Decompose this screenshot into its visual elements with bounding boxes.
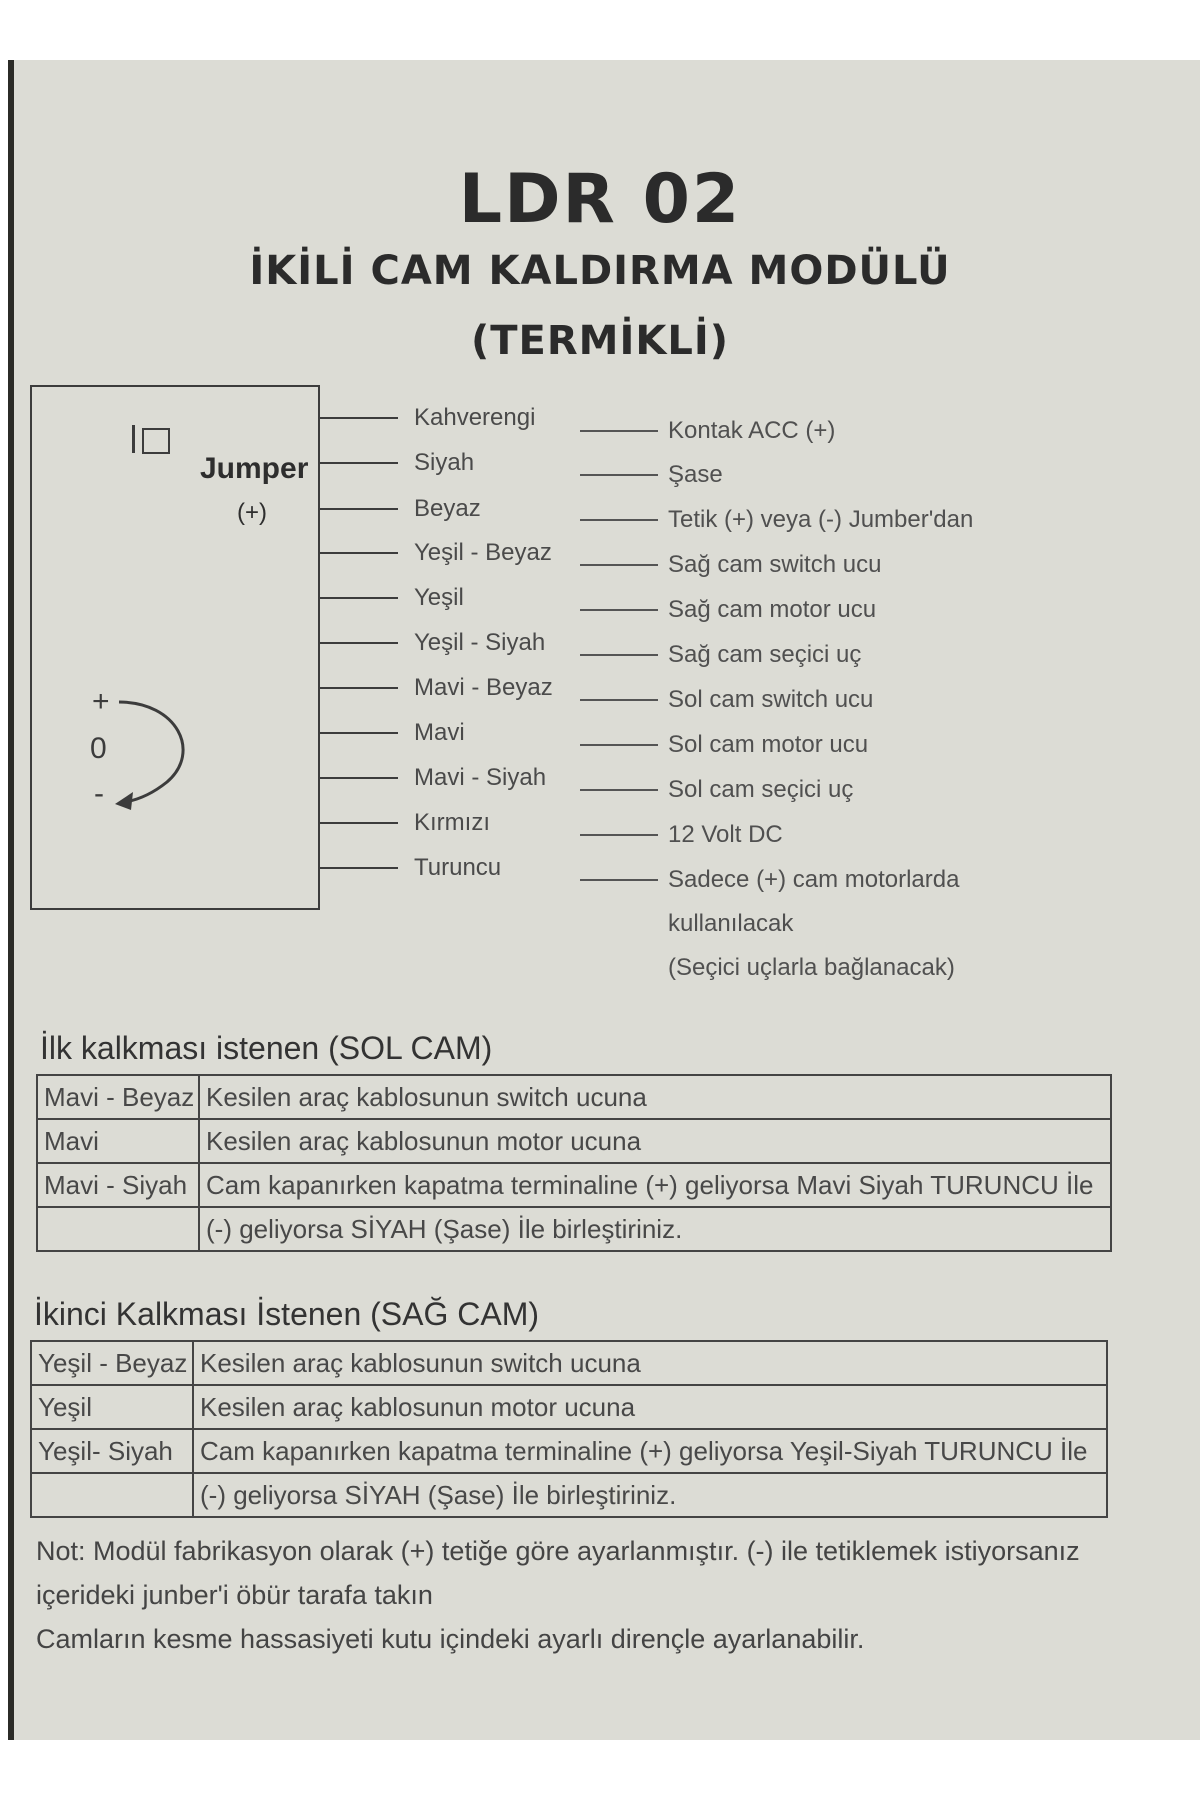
table-cell-wire — [31, 1473, 193, 1517]
note-line: içerideki junber'i öbür tarafa takın — [36, 1580, 433, 1610]
wire-desc: Kontak ACC (+) — [668, 417, 836, 444]
wire-line — [320, 642, 398, 644]
wire-desc: Sol cam seçici uç — [668, 776, 854, 803]
wire-line — [320, 822, 398, 824]
table-cell-desc: Cam kapanırken kapatma terminaline (+) geliyorsa Yeşil-Siyah TURUNCU İle — [193, 1429, 1107, 1473]
wire-line — [320, 462, 398, 464]
sol-cam-table — [36, 1074, 1112, 1252]
wire-line — [320, 777, 398, 779]
table-cell-desc: Kesilen araç kablosunun switch ucuna — [193, 1341, 1107, 1385]
wire-dash — [580, 789, 658, 791]
wire-name: Turuncu — [414, 854, 502, 881]
table-row — [37, 1075, 1111, 1119]
table-row — [31, 1429, 1107, 1473]
jumper-label: Jumper — [200, 452, 309, 485]
table-row — [37, 1119, 1111, 1163]
wire-name: Mavi — [414, 719, 465, 746]
table-row — [31, 1341, 1107, 1385]
wire-desc: 12 Volt DC — [668, 821, 783, 848]
wire-dash — [580, 564, 658, 566]
wire-name: Kahverengi — [414, 404, 536, 431]
page-title: LDR 02 — [458, 160, 742, 239]
table-cell-wire: Yeşil — [31, 1385, 193, 1429]
table-row — [31, 1385, 1107, 1429]
table-cell-wire: Mavi — [37, 1119, 199, 1163]
wire-line — [320, 508, 398, 510]
wire-line — [320, 732, 398, 734]
wire-dash — [580, 744, 658, 746]
table-cell-wire: Mavi - Siyah — [37, 1163, 199, 1207]
wire-line — [320, 552, 398, 554]
module-box — [30, 385, 320, 910]
table-row — [37, 1207, 1111, 1251]
wire-dash — [580, 519, 658, 521]
wire-desc: Sol cam switch ucu — [668, 686, 874, 713]
sol-cam-title: İlk kalkması istenen (SOL CAM) — [40, 1030, 493, 1066]
wire-name: Kırmızı — [414, 809, 490, 836]
table-cell-wire — [37, 1207, 199, 1251]
table-cell-wire: Yeşil - Beyaz — [31, 1341, 193, 1385]
switch-plus-label: + — [92, 685, 110, 718]
wire-desc: Sağ cam seçici uç — [668, 641, 862, 668]
wire-desc: Sağ cam motor ucu — [668, 596, 877, 623]
wire-name: Beyaz — [414, 495, 481, 522]
jumper-polarity: (+) — [237, 499, 267, 526]
wire-name: Siyah — [414, 449, 475, 476]
wire-desc: Sol cam motor ucu — [668, 731, 869, 758]
sheet-edge — [8, 60, 14, 1740]
wire-dash — [580, 609, 658, 611]
curved-arrow-icon — [107, 692, 207, 812]
wire-dash — [580, 834, 658, 836]
table-row — [37, 1163, 1111, 1207]
table-cell-desc: Cam kapanırken kapatma terminaline (+) geliyorsa Mavi Siyah TURUNCU İle — [199, 1163, 1111, 1207]
table-cell-desc: (-) geliyorsa SİYAH (Şase) İle birleştiriniz. — [193, 1473, 1107, 1517]
wire-desc-continued: (Seçici uçlarla bağlanacak) — [668, 954, 955, 981]
table-cell-wire: Yeşil- Siyah — [31, 1429, 193, 1473]
table-row — [31, 1473, 1107, 1517]
table-cell-desc: (-) geliyorsa SİYAH (Şase) İle birleştiriniz. — [199, 1207, 1111, 1251]
note-line: Not: Modül fabrikasyon olarak (+) tetiğe göre ayarlanmıştır. (-) ile tetiklemek istiyorsanız — [36, 1536, 1080, 1566]
table-cell-desc: Kesilen araç kablosunun motor ucuna — [193, 1385, 1107, 1429]
wire-name: Yeşil — [414, 584, 464, 611]
wire-desc: Tetik (+) veya (-) Jumber'dan — [668, 506, 974, 533]
page-subtitle: İKİLİ CAM KALDIRMA MODÜLÜ — [249, 248, 951, 294]
wire-dash — [580, 474, 658, 476]
page-subtitle-termikli: (TERMİKLİ) — [470, 318, 730, 364]
wire-dash — [580, 699, 658, 701]
wire-desc: Sağ cam switch ucu — [668, 551, 882, 578]
wire-name: Yeşil - Siyah — [414, 629, 546, 656]
wire-dash — [580, 879, 658, 881]
table-cell-wire: Mavi - Beyaz — [37, 1075, 199, 1119]
wire-line — [320, 867, 398, 869]
switch-zero-label: 0 — [90, 732, 107, 765]
table-cell-desc: Kesilen araç kablosunun switch ucuna — [199, 1075, 1111, 1119]
wire-desc-continued: kullanılacak — [668, 910, 794, 937]
wire-desc: Sadece (+) cam motorlarda — [668, 866, 960, 893]
sag-cam-table — [30, 1340, 1108, 1518]
wire-name: Mavi - Siyah — [414, 764, 547, 791]
wire-name: Yeşil - Beyaz — [414, 539, 552, 566]
note-line: Camların kesme hassasiyeti kutu içindeki ayarlı dirençle ayarlanabilir. — [36, 1624, 865, 1654]
wire-name: Mavi - Beyaz — [414, 674, 553, 701]
wire-line — [320, 687, 398, 689]
wire-line — [320, 417, 398, 419]
table-cell-desc: Kesilen araç kablosunun motor ucuna — [199, 1119, 1111, 1163]
wire-dash — [580, 430, 658, 432]
switch-minus-label: - — [94, 777, 104, 810]
wire-line — [320, 597, 398, 599]
sag-cam-title: İkinci Kalkması İstenen (SAĞ CAM) — [34, 1296, 540, 1332]
wire-desc: Şase — [668, 461, 723, 488]
wire-dash — [580, 654, 658, 656]
